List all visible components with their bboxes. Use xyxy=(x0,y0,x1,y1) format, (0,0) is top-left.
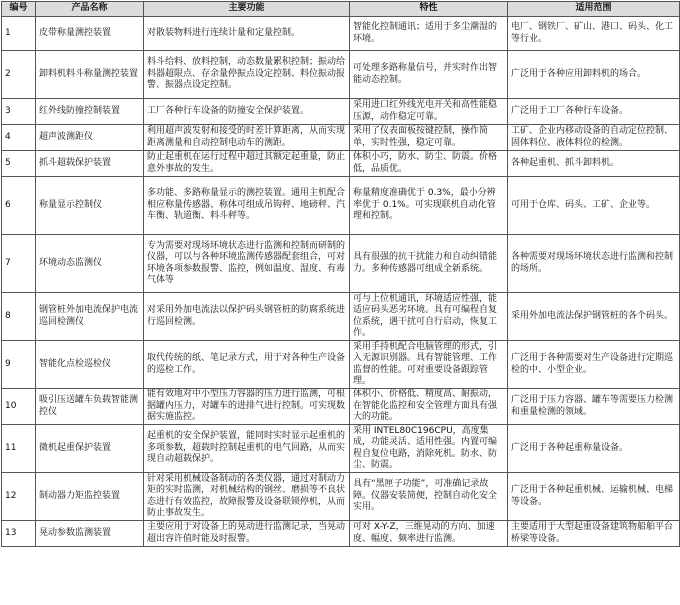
cell-product-name: 智能化点检巡检仪 xyxy=(36,341,144,389)
header-features: 特性 xyxy=(350,2,508,17)
cell-function: 专为需要对现场环境状态进行监测和控制而研制的仪器，可以与各种环境监测传感器配套组合，可对环境各项参数报警、监控，例如温度、湿度、有毒气体等 xyxy=(144,235,350,293)
table-row xyxy=(2,341,680,389)
cell-no: 2 xyxy=(2,51,36,99)
cell-features: 可处理多路称量信号，并实时作出智能动态控制。 xyxy=(350,51,508,99)
cell-features: 具有很强的抗干扰能力和自动纠错能力。多种传感器可组成全新系统。 xyxy=(350,235,508,293)
cell-no: 12 xyxy=(2,473,36,521)
cell-no: 6 xyxy=(2,177,36,235)
cell-scope: 各种需要对现场环境状态进行监测和控制的场所。 xyxy=(508,235,680,293)
table-row xyxy=(2,521,680,547)
cell-scope: 各种起重机、抓斗卸料机。 xyxy=(508,151,680,177)
header-scope: 适用范围 xyxy=(508,2,680,17)
cell-product-name: 皮带称量测控装置 xyxy=(36,17,144,51)
cell-features: 称量精度准确优于 0.3%，最小分辨率优于 0.1%。可实现联机自动化管理和控制。 xyxy=(350,177,508,235)
cell-no: 1 xyxy=(2,17,36,51)
cell-product-name: 晃动参数监测装置 xyxy=(36,521,144,547)
cell-scope: 广泛用于各种应用卸料机的场合。 xyxy=(508,51,680,99)
cell-function: 利用超声波发射和接受的时差计算距离，从而实现距离测量和自动控制电动车的测距。 xyxy=(144,125,350,151)
cell-features: 采用 INTEL80C196CPU，高度集成，功能灵活、适用性强。内置可编程自复位电路，消除死机。防水、防尘、防震。 xyxy=(350,425,508,473)
cell-scope: 电厂、钢铁厂、矿山、港口、码头、化工等行业。 xyxy=(508,17,680,51)
cell-scope: 广泛用于各种起重机械、运输机械、电梯等设备。 xyxy=(508,473,680,521)
table-row xyxy=(2,151,680,177)
cell-no: 3 xyxy=(2,99,36,125)
cell-product-name: 称量显示控制仪 xyxy=(36,177,144,235)
table-row xyxy=(2,389,680,425)
table-header-row xyxy=(2,2,680,17)
cell-no: 10 xyxy=(2,389,36,425)
cell-product-name: 卸料机料斗称量测控装置 xyxy=(36,51,144,99)
cell-product-name: 超声波测距仪 xyxy=(36,125,144,151)
header-function: 主要功能 xyxy=(144,2,350,17)
cell-product-name: 制动器力矩监控装置 xyxy=(36,473,144,521)
cell-function: 起重机的安全保护装置，能同时实时显示起重机的多项参数，超载时控制起重机的电气回路，从而实现自动超载保护。 xyxy=(144,425,350,473)
table-row xyxy=(2,473,680,521)
product-table xyxy=(1,1,680,547)
table-row xyxy=(2,125,680,151)
cell-features: 智能化控制通讯；适用于多尘潮湿的环境。 xyxy=(350,17,508,51)
cell-no: 5 xyxy=(2,151,36,177)
cell-function: 主要应用于对设备上的晃动进行监测记录，当晃动超出容许值时能及时报警。 xyxy=(144,521,350,547)
cell-scope: 广泛用于各种需要对生产设备进行定期巡检的中、小型企业。 xyxy=(508,341,680,389)
table-row xyxy=(2,17,680,51)
table-row xyxy=(2,99,680,125)
cell-features: 体积小巧，防水、防尘、防震。价格低，品质优。 xyxy=(350,151,508,177)
cell-no: 11 xyxy=(2,425,36,473)
table-row xyxy=(2,425,680,473)
cell-scope: 广泛用于压力容器、罐车等需要压力检测和重量检测的领域。 xyxy=(508,389,680,425)
cell-scope: 工矿、企业内移动设备的自动定位控制、固体料位、液体料位的检测。 xyxy=(508,125,680,151)
cell-product-name: 微机起重保护装置 xyxy=(36,425,144,473)
cell-product-name: 环境动态监测仪 xyxy=(36,235,144,293)
cell-scope: 采用外加电流法保护钢管桩的各个码头。 xyxy=(508,293,680,341)
table-row xyxy=(2,51,680,99)
cell-function: 对采用外加电流法以保护码头钢管桩的防腐系统进行巡回检测。 xyxy=(144,293,350,341)
cell-scope: 可用于仓库、码头、工矿、企业等。 xyxy=(508,177,680,235)
cell-function: 工厂各种行车设备的防撞安全保护装置。 xyxy=(144,99,350,125)
header-no: 编号 xyxy=(2,2,36,17)
cell-no: 9 xyxy=(2,341,36,389)
cell-features: 可与上位机通讯，环境适应性强，能适应码头恶劣环境。具有可编程自复位系统，遇干扰可自行启动，恢复工作。 xyxy=(350,293,508,341)
cell-scope: 主要适用于大型起重设备建筑物船舶平台桥梁等设备。 xyxy=(508,521,680,547)
cell-no: 4 xyxy=(2,125,36,151)
cell-features: 可对 X-Y-Z，三维晃动的方向、加速度、幅度、频率进行监测。 xyxy=(350,521,508,547)
cell-no: 8 xyxy=(2,293,36,341)
cell-function: 能有效地对中小型压力容器的压力进行监测，可根据罐内压力，对罐车的进排气进行控制。可实现数据实施监控。 xyxy=(144,389,350,425)
cell-no: 13 xyxy=(2,521,36,547)
cell-features: 采用了仪表面板按键控制，操作简单，实时性强，稳定可靠。 xyxy=(350,125,508,151)
cell-function: 针对采用机械设备制动的各类仪器，通过对制动力矩的实时监测，对机械结构的钢丝、磨损等不良状态进行有效监控，故障报警及设备联锁停机，从而防止事故发生。 xyxy=(144,473,350,521)
cell-product-name: 吸引压送罐车负载智能测控仪 xyxy=(36,389,144,425)
cell-function: 对散装物料进行连续计量和定量控制。 xyxy=(144,17,350,51)
cell-no: 7 xyxy=(2,235,36,293)
table-row xyxy=(2,235,680,293)
table-row xyxy=(2,293,680,341)
cell-function: 多功能、多路称量显示的测控装置。通用主机配合相应称量传感器、称体可组成吊钩秤、地磅秤、汽车衡、轨道衡、料斗秤等。 xyxy=(144,177,350,235)
cell-scope: 广泛用于工厂各种行车设备。 xyxy=(508,99,680,125)
cell-features: 体积小、价格低、精度高、耐振动，在智能化监控和安全管理方面具有强大的功能。 xyxy=(350,389,508,425)
header-product-name: 产品名称 xyxy=(36,2,144,17)
cell-product-name: 钢管桩外加电流保护电流巡回检测仪 xyxy=(36,293,144,341)
cell-features: 采用进口红外线光电开关和高性能稳压源，动作稳定可靠。 xyxy=(350,99,508,125)
cell-function: 防止起重机在运行过程中超过其额定起重量，防止意外事故的发生。 xyxy=(144,151,350,177)
cell-scope: 广泛用于各种起重称量设备。 xyxy=(508,425,680,473)
cell-product-name: 红外线防撞控制装置 xyxy=(36,99,144,125)
cell-function: 取代传统的纸、笔记录方式，用于对各种生产设备的巡检工作。 xyxy=(144,341,350,389)
table-row xyxy=(2,177,680,235)
cell-features: 具有“黑匣子功能”，可准确记录故障。仪器安装简便，控制自动化安全实用。 xyxy=(350,473,508,521)
cell-product-name: 抓斗超载保护装置 xyxy=(36,151,144,177)
cell-function: 料斗给料、放料控制，动态数量累积控制；振动给料器超限点、存余量停振点设定控制、料位振动报警、振器点设定控制。 xyxy=(144,51,350,99)
cell-features: 采用手持机配合电脑管理的形式，引入无源识别器。具有智能管理、工作监督的性能。可对重要设备跟踪管理。 xyxy=(350,341,508,389)
